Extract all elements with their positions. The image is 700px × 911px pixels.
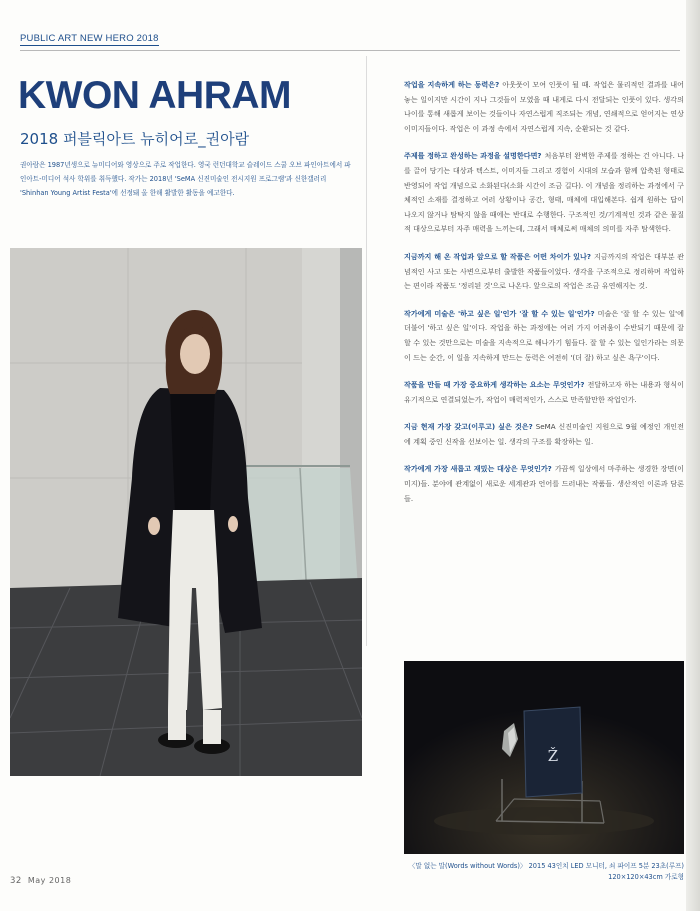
artist-name-title: KWON AHRAM xyxy=(18,74,292,117)
qa-item-1 xyxy=(404,78,684,136)
qa-item-5 xyxy=(404,378,684,407)
page-footer xyxy=(10,876,71,886)
interview-column xyxy=(404,78,684,519)
answer-text: 미술은 '잘 할 수 있는 일'에 더불어 '하고 싶은 일'이다. 작업을 하는 과정에는 여러 가지 어려움이 수반되기 때문에 잘 할 수 있는 것만으로는 미술을 지속적으로 해나가기 힘들다. 잘 할 수 있는 일인가라는 의문이 드는 순간, 이 일을 지속하게 만드는 동력은 여전히 '(더 잘) 하고 싶은 욕구'이다. xyxy=(404,308,684,362)
column-divider xyxy=(366,56,367,646)
question-text: 작가에게 가장 새롭고 재밌는 대상은 무엇인가? xyxy=(404,464,552,474)
artwork-caption xyxy=(404,861,684,883)
question-text: 작가에게 미술은 '하고 싶은 일'인가 '잘 할 수 있는 일'인가? xyxy=(404,308,595,318)
answer-text: SeMA 신진미술인 지원으로 9월 예정인 개인전에 계획 중인 신작을 선보이는 일. 생각의 구조를 확장하는 일. xyxy=(404,422,684,446)
screen-glyph: Ž xyxy=(547,747,559,765)
page-number: 32 xyxy=(10,876,22,886)
caption-dimensions: 120×120×43cm 가로형 xyxy=(608,873,684,881)
question-text: 작업을 지속하게 하는 동력은? xyxy=(404,80,500,89)
qa-item-6 xyxy=(404,420,684,449)
answer-text: 지금까지의 작업은 대부분 관념적인 사고 또는 사변으로부터 출발한 작품들이었다. 생각을 구조적으로 정리하며 작업하는 편이라 작품도 '정리된 것'으로 나온다. 앞으로의 작업은 조금 유연해지는 것. xyxy=(404,251,684,291)
qa-item-3 xyxy=(404,250,684,294)
qa-item-4 xyxy=(404,307,684,365)
answer-text: 전달하고자 하는 내용과 형식이 유기적으로 연결되었는가, 작업이 매력적인가, 스스로 만족할만한 작업인가. xyxy=(404,380,684,404)
answer-text: 아웃풋이 모여 인풋이 될 때. 작업은 물리적인 결과를 내어놓는 일이지만 시간이 지나 그것들이 모였을 때 내게로 다시 전달되는 인풋이 있다. 생각의 나이를 통해 새롭게 보이는 것들이나 자연스럽게 직조되는 개념, 연쇄적으로 얻어지는 연상이미지들이다. 작업은 이 과정 속에서 자연스럽게 지속, 순환되는 것 같다. xyxy=(404,80,684,133)
artist-portrait-photo xyxy=(10,248,362,776)
top-rule xyxy=(20,50,680,51)
article-subtitle: 2018 퍼블릭아트 뉴히어로_권아람 xyxy=(20,130,250,148)
question-text: 지금 현재 가장 갖고(이루고) 싶은 것은? xyxy=(404,422,533,432)
qa-item-7 xyxy=(404,462,684,506)
caption-text: 〈말 없는 말(Words without Words)〉 2015 43인치 LED 모니터, 쇠 파이프 5분 23초(루프) xyxy=(408,862,684,870)
page-edge xyxy=(686,0,700,911)
qa-item-2 xyxy=(404,149,684,237)
artwork-photo xyxy=(404,661,684,854)
question-text: 지금까지 해 온 작업과 앞으로 할 작품은 어떤 차이가 있나? xyxy=(404,251,591,261)
question-text: 주제를 정하고 완성하는 과정을 설명한다면? xyxy=(404,151,542,161)
section-label: PUBLIC ART NEW HERO 2018 xyxy=(20,33,159,44)
artist-intro: 권아람은 1987년생으로 뉴미디어와 영상으로 주로 작업한다. 영국 런던대학교 슬레이드 스쿨 오브 파인아트에서 파인아트-미디어 석사 학위를 취득했다. 작가는 2018년 'SeMA 신진미술인 전시지원 프로그램'과 신한갤러리 'Shinhan Young Artist Festa'에 선정돼 올 한해 활발한 활동을 예고한다. xyxy=(20,161,351,197)
answer-text: 처음부터 완벽한 주제를 정하는 건 아니다. 나를 끌어 당기는 대상과 텍스트, 이미지들 그리고 경험이 시대의 모습과 함께 압축된 형태로 반영되어 작업 개념으로 소화된다(소화 시간이 조금 길다). 이 개념을 정리하는 과정에서 구체적인 소재를 결정하고 여러 상황이나 공간, 형태, 매체에 대입해본다. 쉽게 원하는 답이 나오지 않거나 탐탁지 않을 때에는 반대로 수행한다. 구조적인 것/기계적인 것과 같은 물질적 대상으로부터 자주 매력을 느끼는데, 그래서 매체로써 매체의 의미를 자주 탐색한다. xyxy=(404,151,684,234)
answer-text: 가끔씩 일상에서 마주하는 생경한 장면(이미지)들. 분야에 관계없이 새로운 세계관과 언어를 드러내는 작품들. 생산적인 이론과 담론들. xyxy=(404,464,685,503)
issue-date: May 2018 xyxy=(27,876,72,885)
question-text: 작품을 만들 때 가장 중요하게 생각하는 요소는 무엇인가? xyxy=(404,380,585,390)
